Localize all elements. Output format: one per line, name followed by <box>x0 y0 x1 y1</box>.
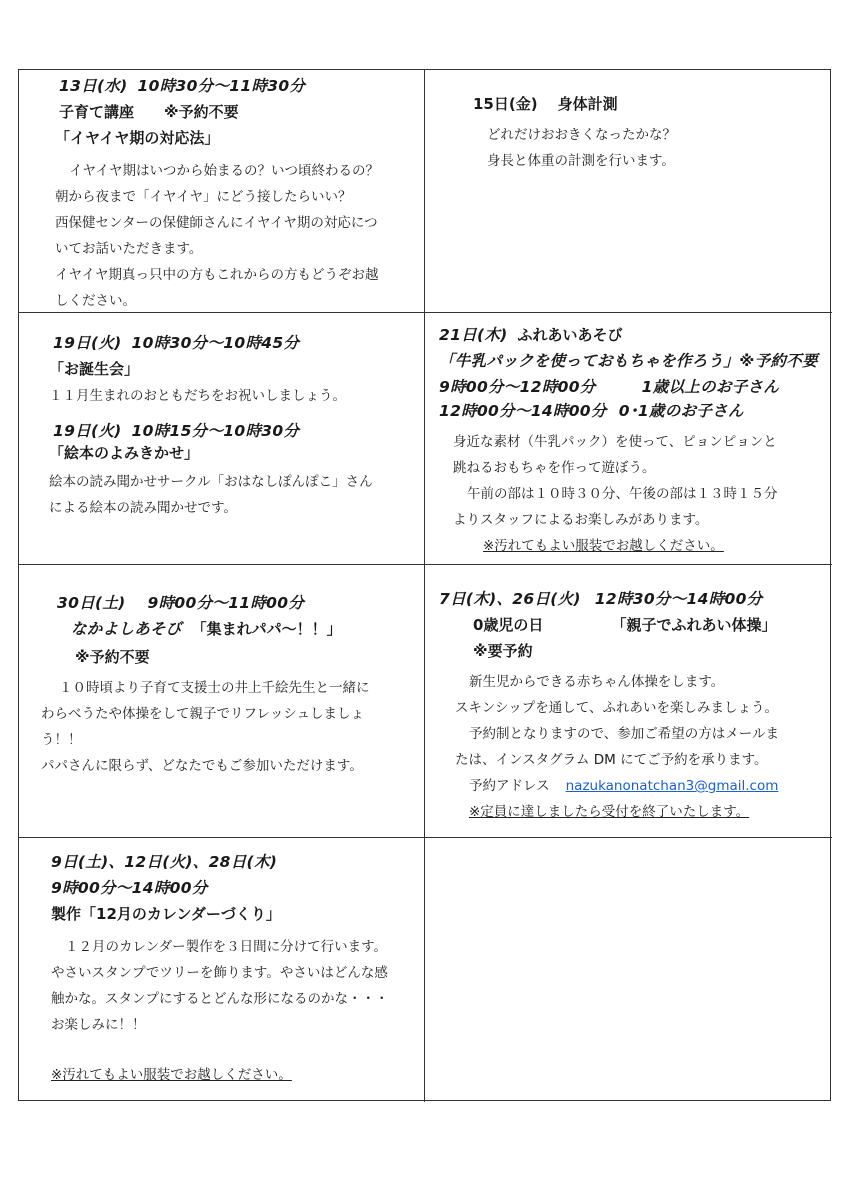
body-line: 予約制となりますので、参加ご希望の方はメールま <box>469 726 779 742</box>
event-title: 「12月のカレンダーづくり」 <box>81 905 281 923</box>
footnote: ※汚れてもよい服装でお越しください。 <box>483 538 724 554</box>
event-category-line <box>71 617 342 641</box>
session-time: 12時00分～14時00分 <box>439 402 607 420</box>
reservation-note: ※要予約 <box>473 642 533 660</box>
body-line: 身近な素材（牛乳パック）を使って、ピョンピョンと <box>453 434 777 450</box>
event-date-time <box>53 331 299 355</box>
event-date: 19日(火) <box>53 334 122 352</box>
address-label: 予約アドレス <box>469 778 550 794</box>
body-line: 身長と体重の計測を行います。 <box>487 153 675 169</box>
event-cell-birthday-storytime <box>19 313 425 565</box>
session-target: 1歳以上のお子さん <box>641 378 780 396</box>
event-cell-calendar-zukuri <box>19 838 425 1102</box>
event-time: 10時30分～11時30分 <box>137 77 306 95</box>
event-title: 「牛乳パックを使っておもちゃを作ろう」 <box>439 352 740 370</box>
event-title: 「親子でふれあい体操」 <box>611 616 777 634</box>
event-category: 子育て講座 <box>59 103 135 121</box>
email-link[interactable]: nazukanonatchan3@gmail.com <box>565 778 779 794</box>
empty-cell <box>425 838 832 1102</box>
body-line: 絵本の読み聞かせサークル「おはなしぽんぽこ」さん <box>49 474 373 490</box>
body-line: 跳ねるおもちゃを作って遊ぼう。 <box>453 460 656 476</box>
event-date-category <box>439 323 623 347</box>
event-date-time <box>439 587 762 611</box>
event-category: 0歳児の日 <box>473 616 544 634</box>
event-cell-shintai-keisoku <box>425 70 832 313</box>
body-line: 朝から夜まで「イヤイヤ」にどう接したらいい？ <box>55 189 352 205</box>
event-date: 15日(金) <box>473 95 538 113</box>
event-time: 12時30分～14時00分 <box>594 590 763 608</box>
event-date-time <box>59 74 305 98</box>
schedule-table <box>18 69 831 1101</box>
body-line: １２月のカレンダー製作を３日間に分けて行います。 <box>65 939 388 955</box>
event-cell-fureai-asobi <box>425 313 832 565</box>
event-title: 身体計測 <box>557 95 618 113</box>
body-line: イヤイヤ期真っ只中の方もこれからの方もどうぞお越 <box>55 267 379 283</box>
body-line: しください。 <box>55 293 136 309</box>
event-category-line <box>51 902 281 926</box>
session-target: 0･1歳のお子さん <box>618 402 744 420</box>
body-line: わらべうたや体操をして親子でリフレッシュしましょ <box>41 706 365 722</box>
event-date-title <box>473 92 618 116</box>
event-cell-0sai-taisou <box>425 565 832 838</box>
event-date: 13日(水) <box>59 77 128 95</box>
footnote: ※定員に達しましたら受付を終了いたします。 <box>469 804 750 820</box>
event-date: 7日(木)、26日(火) <box>439 590 581 608</box>
body-line: たは、インスタグラム DM にてご予約を承ります。 <box>455 752 768 768</box>
body-line: 新生児からできる赤ちゃん体操をします。 <box>469 674 725 690</box>
event-date: 19日(火) <box>53 422 122 440</box>
body-line: 触かな。スタンプにするとどんな形になるのかな・・・ <box>51 991 389 1007</box>
event-title-line <box>439 349 818 373</box>
event-time: 9時00分～11時00分 <box>147 594 305 612</box>
session-line <box>439 375 779 399</box>
event-time: 9時00分～14時00分 <box>51 879 208 897</box>
event-category: ふれあいあそび <box>517 326 623 344</box>
body-line: やさいスタンプでツリーを飾ります。やさいはどんな感 <box>51 965 388 981</box>
body-line: パパさんに限らず、どなたでもご参加いただけます。 <box>41 758 363 774</box>
event-date-time <box>57 591 304 615</box>
event-time: 10時15分～10時30分 <box>131 422 300 440</box>
reservation-note: ※予約不要 <box>75 648 150 666</box>
body-line: １０時頃より子育て支援士の井上千絵先生と一緒に <box>59 680 370 696</box>
body-line: イヤイヤ期はいつから始まるの？いつ頃終わるの？ <box>69 163 379 179</box>
event-category-line <box>59 100 239 124</box>
reservation-note: ※予約不要 <box>739 352 818 370</box>
event-time: 10時30分～10時45分 <box>131 334 300 352</box>
event-cell-atsumare-papa <box>19 565 425 838</box>
event-date: 9日(土)、12日(火)、28日(木) <box>51 853 278 871</box>
event-title: 「絵本のよみきかせ」 <box>49 444 200 462</box>
session-line <box>439 399 744 423</box>
event-title: 「集まれパパ～！！」 <box>191 620 342 638</box>
reservation-address-line <box>469 773 778 799</box>
event-title: 「お誕生会」 <box>49 360 140 378</box>
event-category: なかよしあそび <box>71 620 182 638</box>
body-line: 午前の部は１０時３０分、午後の部は１３時１５分 <box>467 486 778 502</box>
body-line: お楽しみに！！ <box>51 1017 146 1033</box>
event-category-line <box>473 613 776 637</box>
session-time: 9時00分～12時00分 <box>439 378 596 396</box>
event-date: 21日(木) <box>439 326 508 344</box>
body-line: 西保健センターの保健師さんにイヤイヤ期の対応につ <box>55 215 378 231</box>
body-line: １１月生まれのおともだちをお祝いしましょう。 <box>49 388 346 404</box>
body-line: スキンシップを通して、ふれあいを楽しみましょう。 <box>455 700 778 716</box>
footnote: ※汚れてもよい服装でお越しください。 <box>51 1067 292 1083</box>
event-date: 30日(土) <box>57 594 126 612</box>
event-title: 「イヤイヤ期の対応法」 <box>55 129 220 147</box>
body-line: よりスタッフによるお楽しみがあります。 <box>453 512 709 528</box>
reservation-note: ※予約不要 <box>164 103 239 121</box>
event-date-time <box>53 419 299 443</box>
body-line: どれだけおおきくなったかな？ <box>487 127 676 143</box>
body-line: いてお話いただきます。 <box>55 241 203 257</box>
body-line: う！！ <box>41 732 82 748</box>
event-cell-ikuji-kouza <box>19 70 425 313</box>
body-line: による絵本の読み聞かせです。 <box>49 500 237 516</box>
event-category: 製作 <box>51 905 82 923</box>
